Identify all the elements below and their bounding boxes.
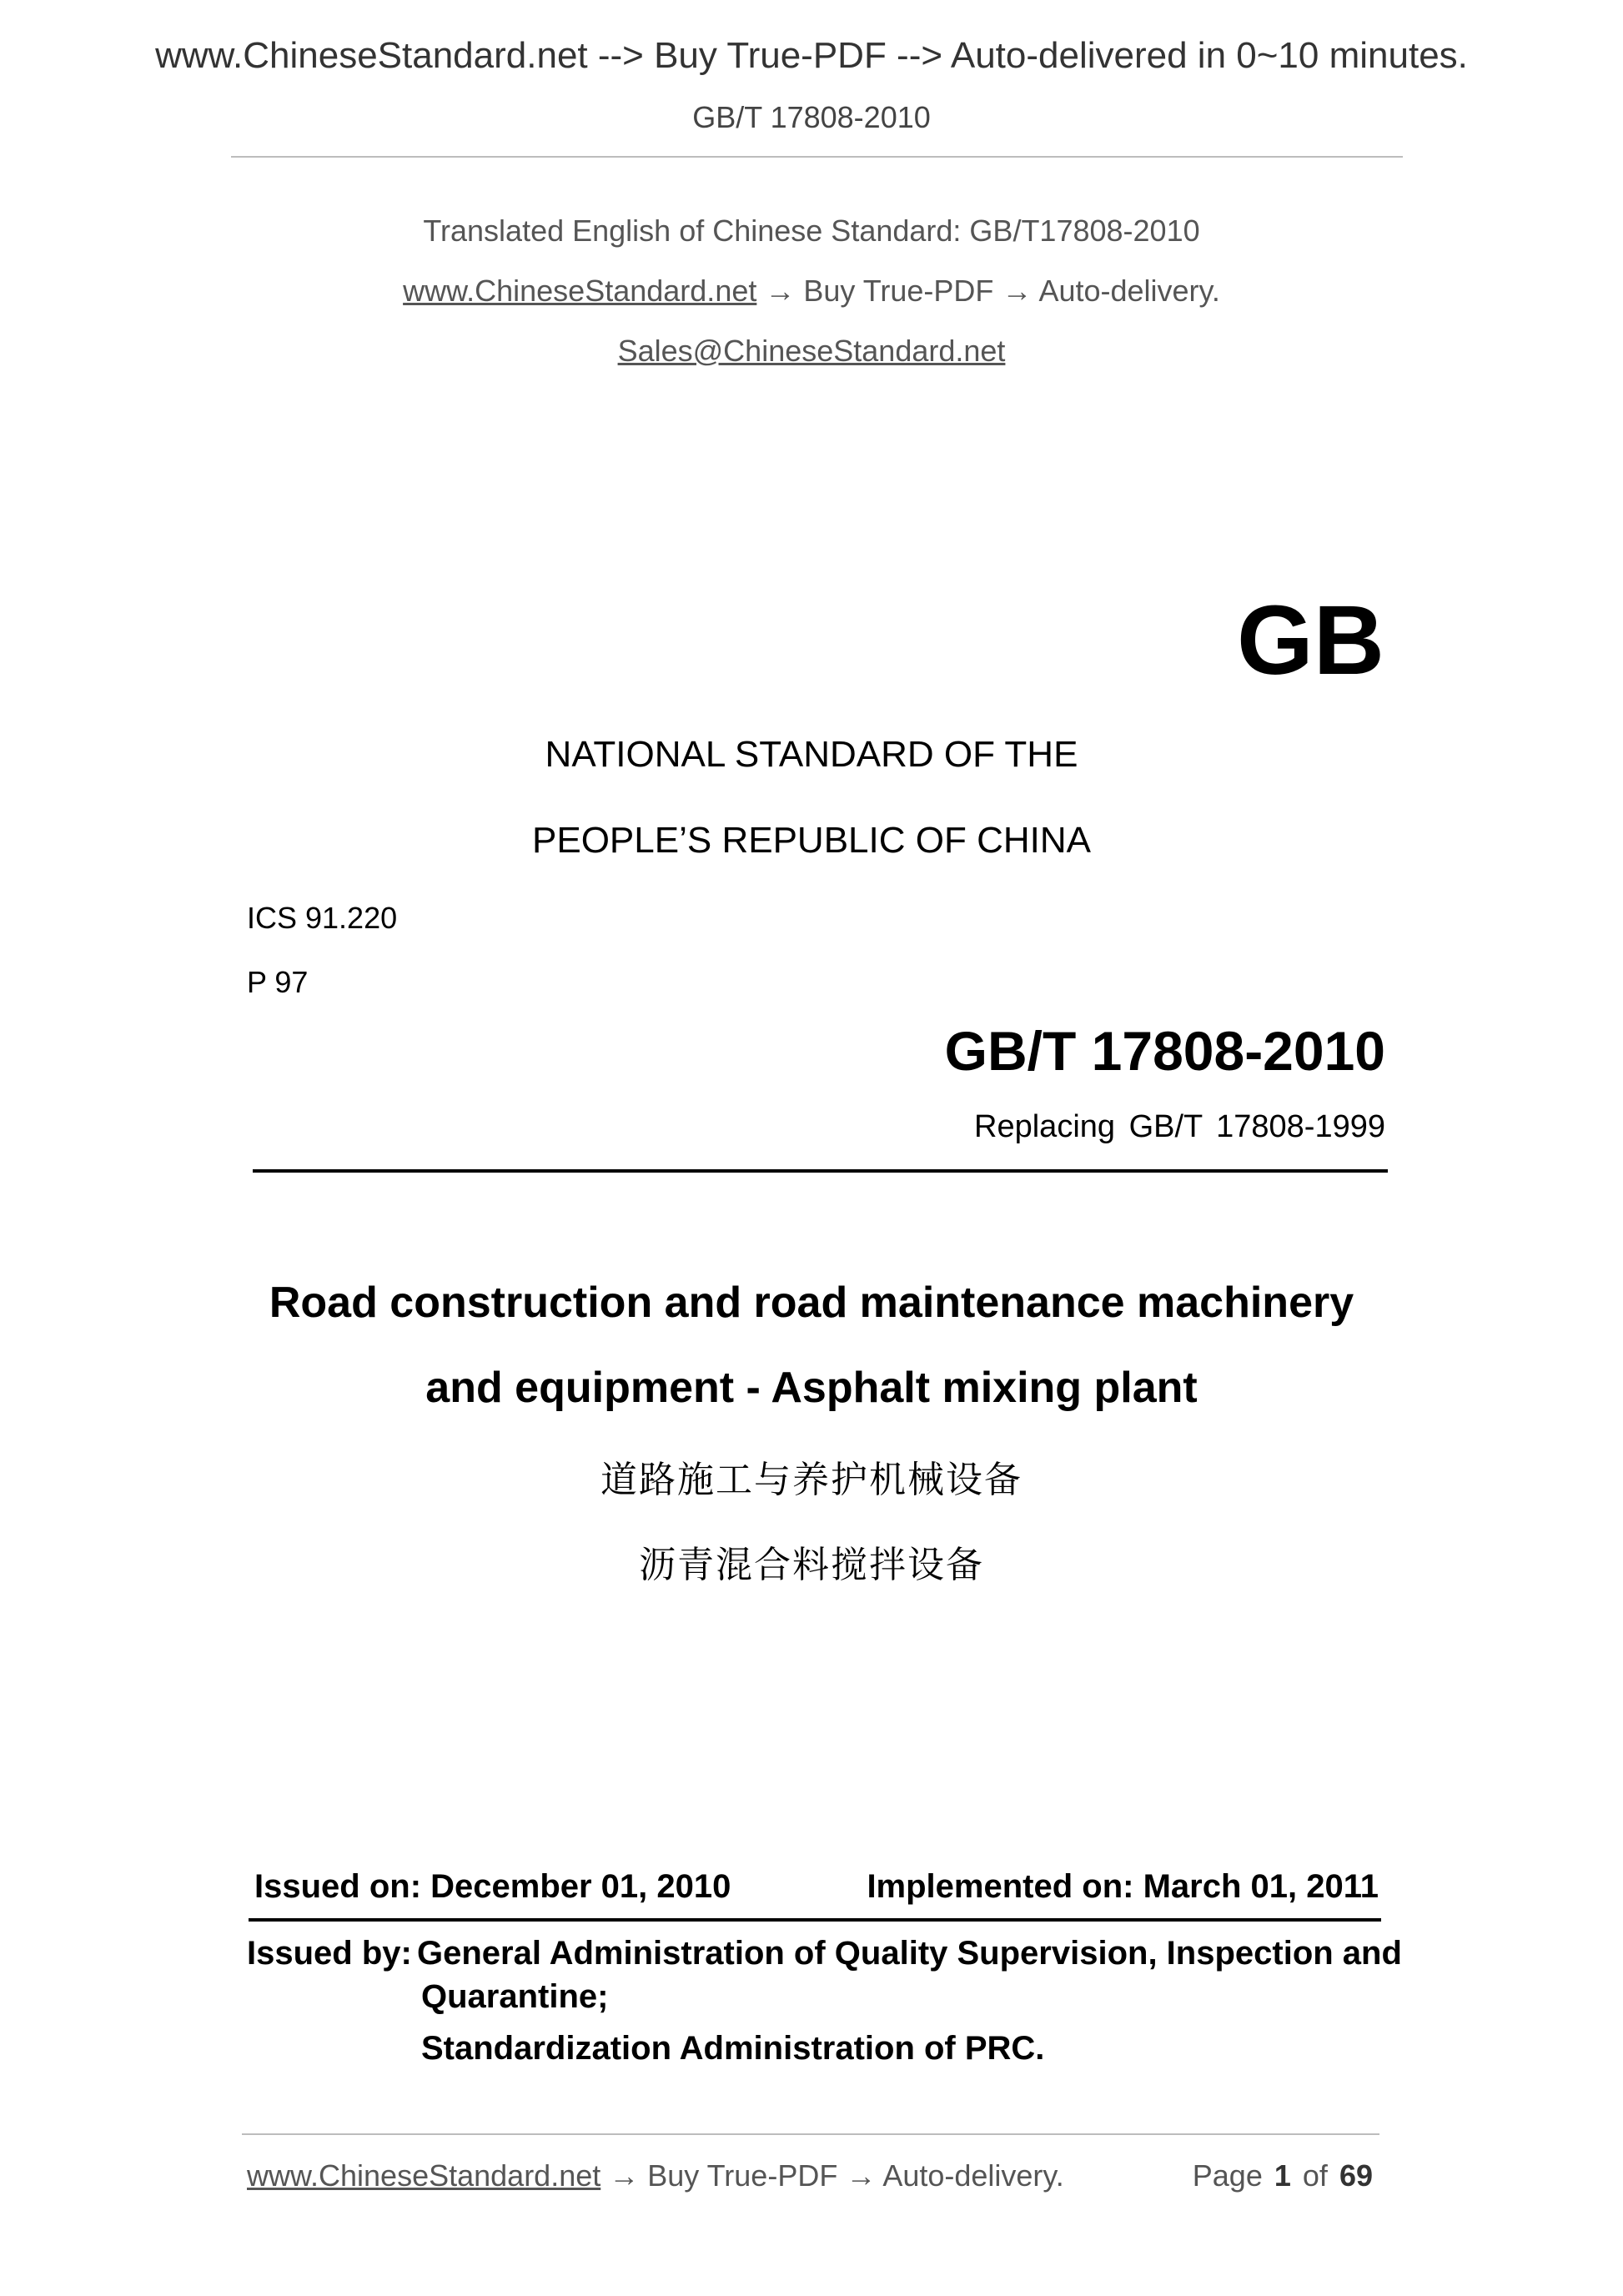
issued-by-authority-line2: Quarantine; [421, 1978, 609, 2015]
english-title-line1: Road construction and road maintenance machinery [269, 1279, 1354, 1327]
buy-text: → Buy True-PDF → Auto-delivery. [756, 274, 1220, 308]
footer-divider [242, 2133, 1379, 2135]
header-divider [231, 156, 1403, 158]
header-standard-code: GB/T 17808-2010 [692, 100, 931, 134]
ics-code: ICS 91.220 [247, 901, 398, 935]
sales-email-link[interactable]: Sales@ChineseStandard.net [617, 334, 1006, 368]
implemented-on-date: Implemented on: March 01, 2011 [867, 1868, 1379, 1905]
translation-links [0, 274, 1623, 309]
footer-buy-text: → Buy True-PDF → Auto-delivery. [600, 2158, 1064, 2193]
issue-divider [249, 1918, 1381, 1922]
national-standard-line1: NATIONAL STANDARD OF THE [545, 734, 1078, 775]
site-link[interactable]: www.ChineseStandard.net [403, 274, 757, 308]
issued-by-label: Issued by: [247, 1935, 412, 1972]
of-label: of [1302, 2158, 1328, 2193]
english-title-line2: and equipment - Asphalt mixing plant [425, 1364, 1198, 1412]
issued-on-date: Issued on: December 01, 2010 [254, 1868, 731, 1905]
ccs-code: P 97 [247, 965, 309, 999]
translation-notice: Translated English of Chinese Standard: GB/T17808-2010 [423, 214, 1200, 248]
footer-site-link[interactable]: www.ChineseStandard.net [247, 2158, 601, 2193]
chinese-title-line2: 沥青混合料搅拌设备 [639, 1544, 984, 1586]
email-line [0, 334, 1623, 369]
issued-by-authority-line3: Standardization Administration of PRC. [421, 2030, 1045, 2067]
national-standard-line2: PEOPLE’S REPUBLIC OF CHINA [532, 820, 1091, 861]
title-divider [253, 1169, 1388, 1173]
chinese-title-line1: 道路施工与养护机械设备 [600, 1459, 1023, 1501]
footer-links [247, 2158, 1064, 2193]
issued-by-authority-line1: General Administration of Quality Supervision, Inspection and [417, 1935, 1402, 1972]
page-indicator [1193, 2158, 1373, 2193]
replacing-standard: Replacing GB/T 17808-1999 [974, 1109, 1385, 1144]
page-total: 69 [1339, 2158, 1373, 2193]
header-banner: www.ChineseStandard.net --> Buy True-PDF --> Auto-delivered in 0~10 minutes. [155, 35, 1468, 76]
page-number: 1 [1274, 2158, 1291, 2193]
gb-logo: GB [1237, 585, 1384, 696]
page-label: Page [1192, 2158, 1263, 2193]
standard-number: GB/T 17808-2010 [944, 1020, 1385, 1082]
